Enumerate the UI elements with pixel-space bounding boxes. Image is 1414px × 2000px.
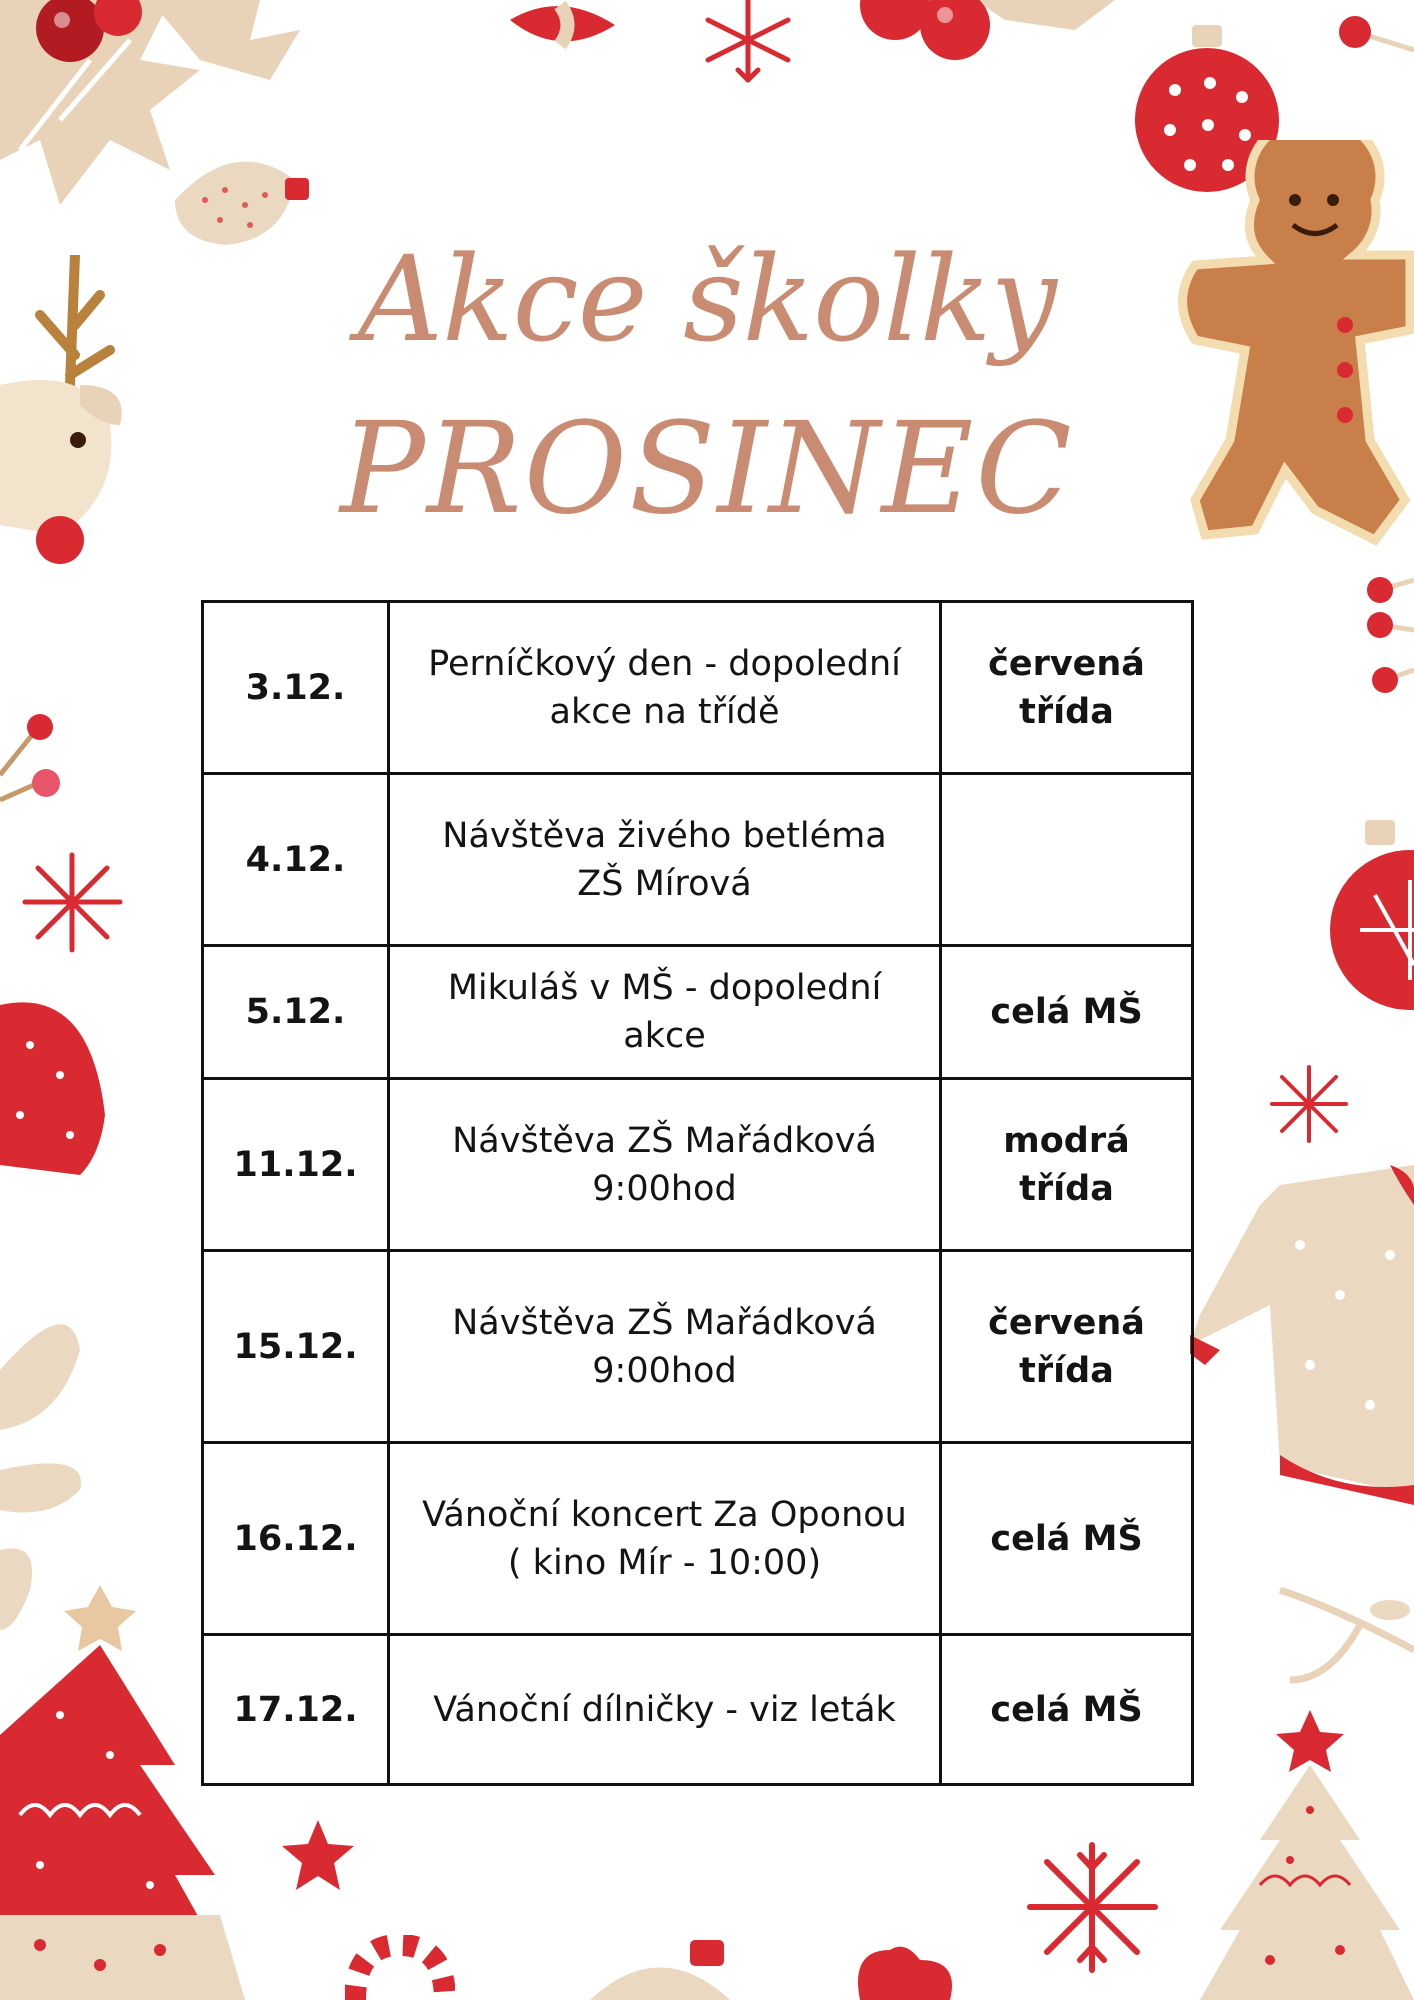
snowflake-icon (688, 0, 808, 85)
event-description-line: Perníčkový den - dopolední (428, 643, 901, 684)
berry-branch-icon (1330, 0, 1414, 80)
event-date: 16.12. (203, 1443, 389, 1635)
event-description-line: Návštěva ZŠ Mařádková (452, 1302, 877, 1343)
event-class-line: celá MŠ (990, 992, 1143, 1032)
event-description (389, 946, 941, 1079)
event-description-line: Návštěva ZŠ Mařádková (452, 1120, 877, 1161)
star-icon (282, 1820, 354, 1890)
event-class-line: červená (988, 643, 1145, 684)
christmas-tree-icon (1200, 1710, 1414, 2000)
event-date: 4.12. (203, 774, 389, 946)
ornament-icon (500, 0, 620, 60)
event-description-line: Vánoční dílničky - viz leták (433, 1689, 896, 1730)
event-date: 5.12. (203, 946, 389, 1079)
table-row (203, 1079, 1193, 1251)
table-row (203, 774, 1193, 946)
event-description (389, 1635, 941, 1785)
event-description-line: 9:00hod (592, 1168, 737, 1209)
event-class (941, 602, 1193, 774)
santa-hat-icon (0, 995, 110, 1175)
snowflake-icon (1025, 1840, 1160, 1975)
ornament-icon (590, 1935, 740, 2000)
holly-icon (855, 0, 1125, 70)
event-class (941, 1079, 1193, 1251)
event-date: 3.12. (203, 602, 389, 774)
event-class (941, 774, 1193, 946)
event-class-line: červená (988, 1302, 1145, 1343)
event-description-line: ZŠ Mírová (577, 863, 752, 904)
event-description (389, 1079, 941, 1251)
event-date: 17.12. (203, 1635, 389, 1785)
page-subtitle: PROSINEC (340, 395, 1074, 542)
table-row (203, 1251, 1193, 1443)
event-class-line: celá MŠ (990, 1689, 1143, 1730)
schedule-table (201, 600, 1194, 1786)
candy-cane-icon (345, 1935, 455, 2000)
event-class (941, 946, 1193, 1079)
event-class (941, 1251, 1193, 1443)
event-class (941, 1635, 1193, 1785)
event-description-line: Vánoční koncert Za Oponou (422, 1494, 907, 1535)
event-class (941, 1443, 1193, 1635)
event-description (389, 774, 941, 946)
table-row (203, 602, 1193, 774)
event-description-line: Mikuláš v MŠ - dopolední akce (447, 968, 882, 1056)
snowflake-icon (1270, 1065, 1348, 1143)
event-description-line: Návštěva živého betléma (442, 815, 887, 856)
event-description (389, 602, 941, 774)
event-description-line: 9:00hod (592, 1350, 737, 1391)
ornament-icon (1320, 820, 1414, 1020)
berry-branch-icon (0, 705, 70, 815)
event-class-line: modrá (1003, 1120, 1130, 1161)
event-description (389, 1443, 941, 1635)
event-date: 11.12. (203, 1079, 389, 1251)
event-date: 15.12. (203, 1251, 389, 1443)
event-class-line: celá MŠ (990, 1518, 1143, 1559)
table-row (203, 946, 1193, 1079)
table-row (203, 1443, 1193, 1635)
event-description-line: akce na třídě (549, 691, 780, 732)
event-class-line: třída (1019, 1350, 1114, 1391)
page-title: Akce školky (357, 230, 1057, 368)
event-description-line: ( kino Mír - 10:00) (507, 1542, 822, 1583)
mitten-icon (850, 1940, 960, 2000)
snowflake-icon (20, 850, 125, 955)
event-description (389, 1251, 941, 1443)
event-class-line: třída (1019, 691, 1114, 732)
leaf-icon (1270, 1570, 1414, 1700)
berry-branch-icon (1340, 560, 1414, 710)
sweater-icon (1190, 1165, 1414, 1505)
event-class-line: třída (1019, 1168, 1114, 1209)
table-row (203, 1635, 1193, 1785)
